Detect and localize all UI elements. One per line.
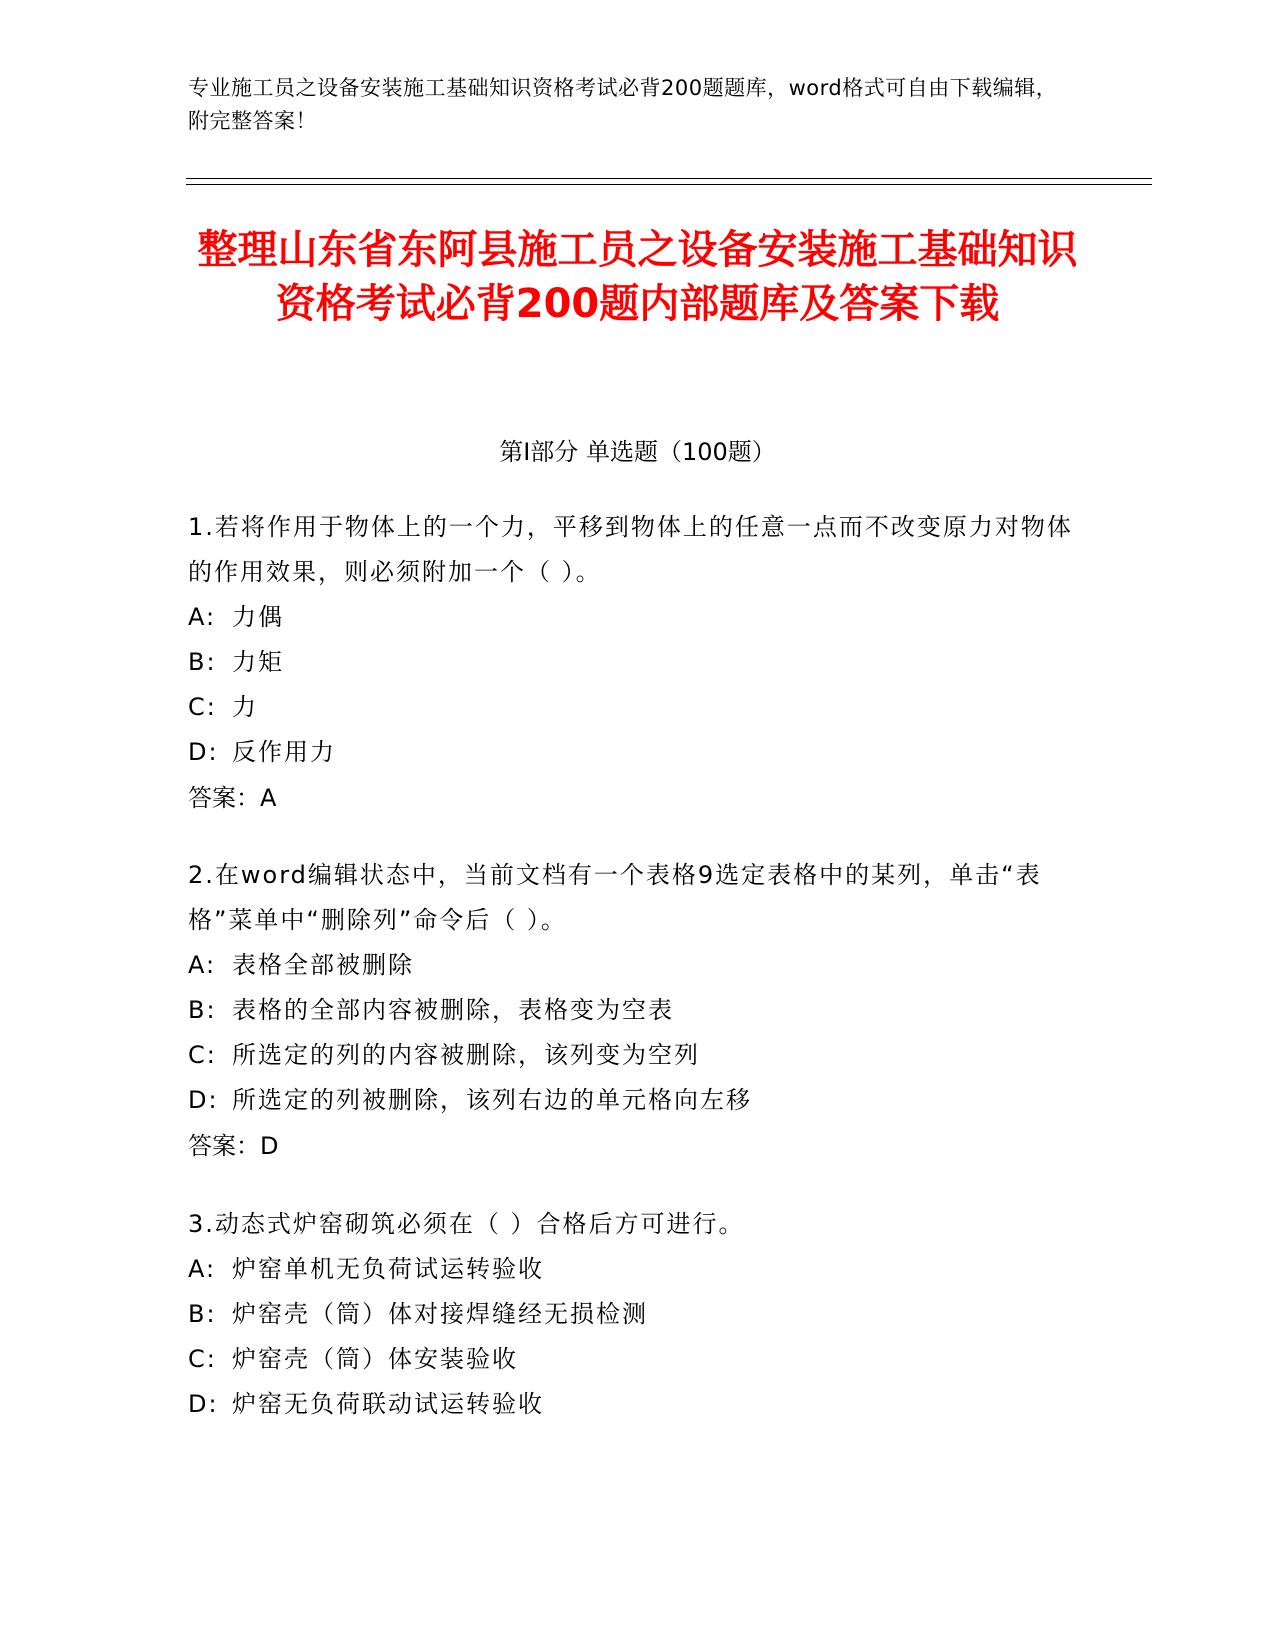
option-a [188,595,1088,640]
option-d [188,1078,1088,1123]
option-key: A: [188,1255,217,1283]
option-text: 所选定的列被删除，该列右边的单元格向左移 [232,1086,752,1114]
option-b [188,640,1088,685]
option-key: D: [188,1086,219,1114]
option-text: 所选定的列的内容被删除，该列变为空列 [232,1041,700,1069]
answer-line: 答案：A [188,784,277,812]
answer-line: 答案：D [188,1132,279,1160]
option-a [188,943,1088,988]
option-text: 力偶 [232,603,284,631]
option-key: A: [188,951,217,979]
option-d [188,730,1088,775]
option-key: C: [188,1041,217,1069]
question-stem: 1.若将作用于物体上的一个力，平移到物体上的任意一点而不改变原力对物体的作用效果，则必须附加一个（ ）。 [188,513,1073,586]
option-key: D: [188,1390,219,1418]
option-b [188,988,1088,1033]
question-stem: 3.动态式炉窑砌筑必须在（ ）合格后方可进行。 [188,1210,745,1238]
option-text: 炉窑壳（筒）体对接焊缝经无损检测 [232,1300,648,1328]
document-title: 整理山东省东阿县施工员之设备安装施工基础知识资格考试必背200题内部题库及答案下载 [197,227,1078,327]
header-divider-top [186,178,1152,179]
question-1 [188,505,1088,821]
option-text: 表格的全部内容被删除，表格变为空表 [232,996,674,1024]
header-divider-bottom [186,184,1152,185]
option-key: A: [188,603,217,631]
header-note: 专业施工员之设备安装施工基础知识资格考试必背200题题库，word格式可自由下载编辑，附完整答案！ [188,76,1058,133]
option-key: B: [188,996,217,1024]
option-c [188,685,1088,730]
option-text: 炉窑无负荷联动试运转验收 [232,1390,544,1418]
option-key: B: [188,648,217,676]
question-stem: 2.在word编辑状态中，当前文档有一个表格9选定表格中的某列，单击“表格”菜单中“删除列”命令后（ ）。 [188,861,1042,934]
option-key: C: [188,1345,217,1373]
option-key: B: [188,1300,217,1328]
option-text: 力矩 [232,648,284,676]
option-text: 力 [232,693,258,721]
option-b [188,1292,1088,1337]
question-2 [188,853,1088,1169]
option-text: 表格全部被删除 [232,951,414,979]
option-text: 反作用力 [232,738,336,766]
option-d [188,1382,1088,1427]
option-a [188,1247,1088,1292]
option-text: 炉窑壳（筒）体安装验收 [232,1345,518,1373]
question-3 [188,1202,1088,1427]
option-c [188,1337,1088,1382]
section-heading: 第Ⅰ部分 单选题（100题） [499,438,776,466]
option-c [188,1033,1088,1078]
option-key: C: [188,693,217,721]
option-key: D: [188,738,219,766]
option-text: 炉窑单机无负荷试运转验收 [232,1255,544,1283]
